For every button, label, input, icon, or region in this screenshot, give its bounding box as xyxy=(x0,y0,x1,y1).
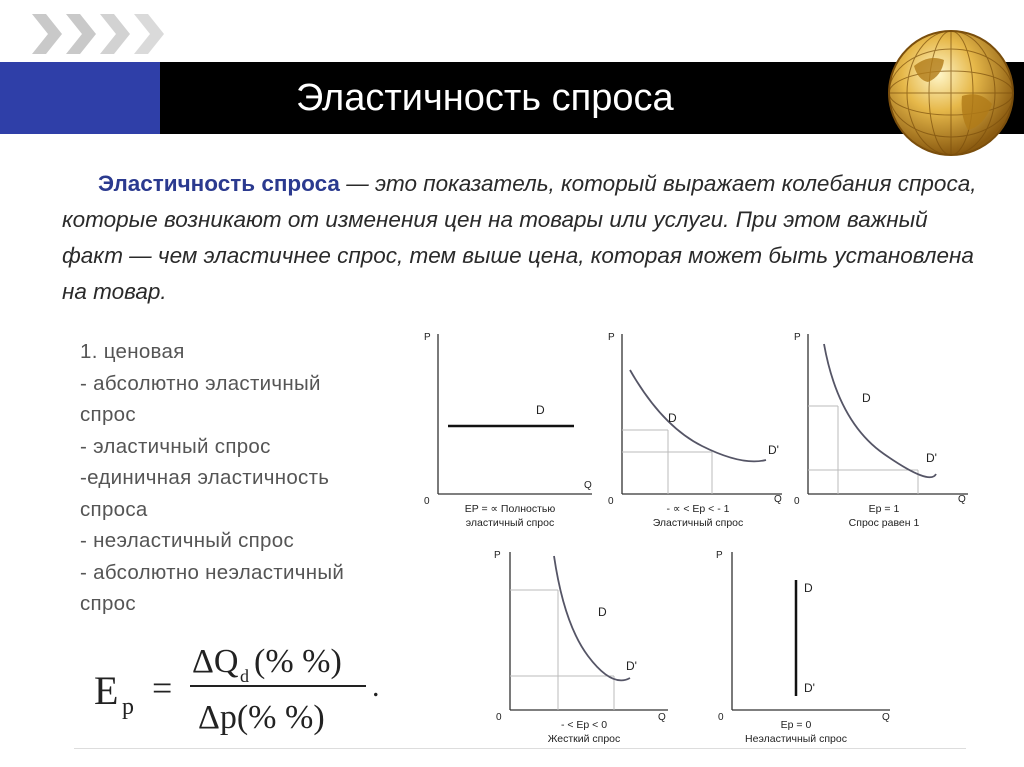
demand-curve xyxy=(824,344,936,477)
list-item: - абсолютно неэластичный спрос xyxy=(80,560,345,615)
graph-caption-2: Жесткий спрос xyxy=(547,733,621,745)
formula-lhs-sub: p xyxy=(122,694,134,720)
elasticity-types-list xyxy=(80,336,344,620)
page-title: Эластичность спроса xyxy=(296,77,674,119)
header-accent xyxy=(0,62,160,134)
graph-caption-1: Eр = 1 xyxy=(868,503,900,515)
demand-label: D xyxy=(598,605,607,619)
graph-elastic xyxy=(602,326,788,530)
graph-caption-1: EP = ∝ Полностью xyxy=(464,503,556,515)
list-item: - эластичный спрос xyxy=(80,434,271,458)
axis-p-label: P xyxy=(608,332,615,343)
definition-term: Эластичность спроса xyxy=(98,171,340,196)
elasticity-formula xyxy=(94,636,414,746)
demand-label-shifted: D' xyxy=(768,443,779,457)
formula-dot: . xyxy=(372,670,380,703)
graph-unit-elastic xyxy=(788,326,974,530)
origin-label: 0 xyxy=(794,496,800,507)
demand-curve xyxy=(554,556,630,680)
demand-label-shifted: D' xyxy=(926,451,937,465)
demand-label: D xyxy=(536,403,545,417)
graph-caption-2: эластичный спрос xyxy=(465,517,555,529)
origin-label: 0 xyxy=(424,496,430,507)
formula-numerator: ΔQ xyxy=(192,643,239,680)
axis-p-label: P xyxy=(494,550,501,561)
formula-denominator: Δp(% %) xyxy=(198,699,325,736)
graph-inelastic xyxy=(488,544,674,748)
demand-curve xyxy=(630,370,766,461)
origin-label: 0 xyxy=(496,712,502,723)
origin-label: 0 xyxy=(608,496,614,507)
graph-caption-1: - ∝ < Eр < - 1 xyxy=(666,503,730,515)
list-item: -единичная эластичность спроса xyxy=(80,466,330,521)
definition-paragraph xyxy=(62,166,982,310)
graph-perfectly-inelastic xyxy=(710,544,896,748)
axis-q-label: Q xyxy=(774,494,782,505)
formula-equals: = xyxy=(152,668,173,708)
definition-text: — это показатель, который выражает колебания спроса, которые возникают от изменения цен на товары или услуги. При этом важный факт — чем эластичнее спрос, тем выше цена, которая может быть установлена на товар. xyxy=(62,171,977,304)
list-item: 1. ценовая xyxy=(80,340,185,363)
graph-caption-1: Eр = 0 xyxy=(780,719,812,731)
demand-label: D xyxy=(668,411,677,425)
graph-caption-2: Неэластичный спрос xyxy=(745,733,847,745)
graph-caption-2: Эластичный спрос xyxy=(652,517,744,529)
axis-p-label: P xyxy=(424,332,431,343)
chevron-arrows-icon xyxy=(32,12,172,56)
axis-p-label: P xyxy=(716,550,723,561)
formula-lhs: E xyxy=(94,668,119,713)
demand-label-shifted: D' xyxy=(626,659,637,673)
demand-label: D xyxy=(862,391,871,405)
axis-q-label: Q xyxy=(584,480,592,491)
bottom-divider xyxy=(74,748,966,749)
graph-perfectly-elastic xyxy=(418,326,598,530)
graph-caption-1: - < Eр < 0 xyxy=(560,719,608,731)
axis-q-label: Q xyxy=(658,712,666,723)
list-item: - абсолютно эластичный спрос xyxy=(80,371,321,426)
axis-q-label: Q xyxy=(882,712,890,723)
graph-caption-2: Спрос равен 1 xyxy=(848,517,920,529)
list-item: - неэластичный спрос xyxy=(80,529,294,552)
axis-p-label: P xyxy=(794,332,801,343)
axis-q-label: Q xyxy=(958,494,966,505)
formula-numerator-sub: d xyxy=(240,666,249,686)
formula-numerator-tail: (% %) xyxy=(254,643,342,680)
demand-label: D xyxy=(804,581,813,595)
origin-label: 0 xyxy=(718,712,724,723)
demand-label-shifted: D' xyxy=(804,681,815,695)
globe-icon xyxy=(884,26,1018,160)
